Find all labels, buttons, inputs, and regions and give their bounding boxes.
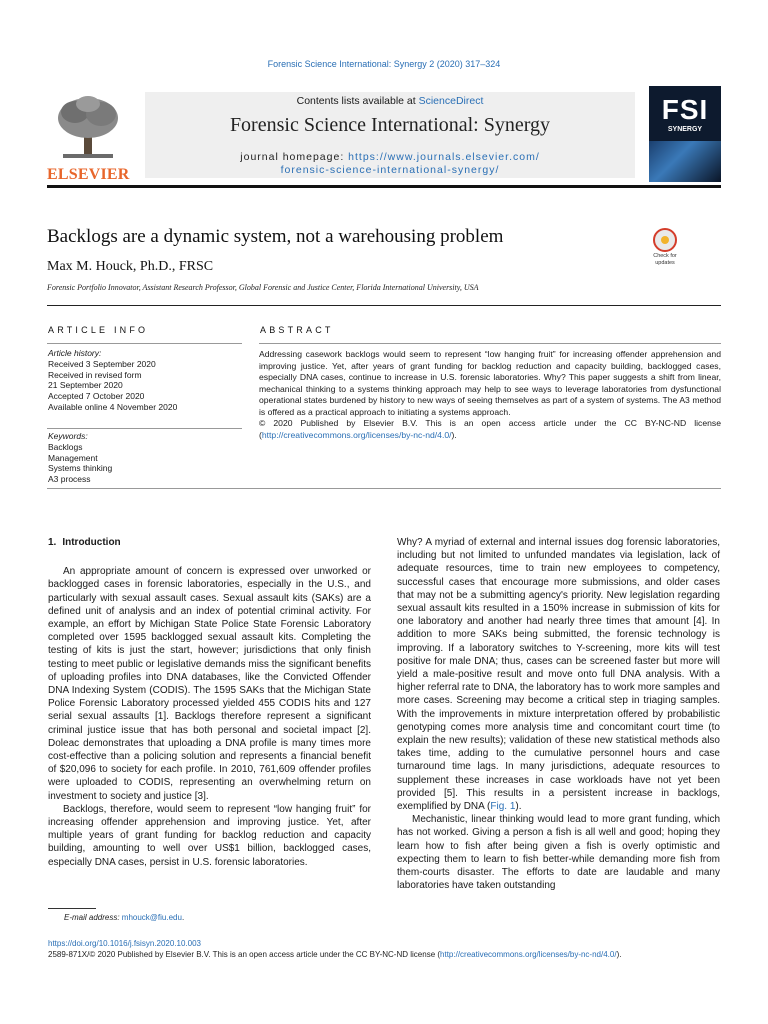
article-history [48,348,242,413]
article-authors: Max M. Houck, Ph.D., FRSC [47,259,214,274]
copyright-end: ). [451,429,457,440]
body-column-left [48,536,371,869]
author-email-footnote [64,913,184,922]
keywords-label: Keywords: [48,431,88,441]
paragraph-text: Why? A myriad of external and internal issues dog forensic laboratories, including but not limited to unfunded mandates via legislation, lack of adequate resources, time to train new employees to competency, successful cases that encourage more submissions, and older cases that may not be a submitting agency's priority. New legislation regarding sexual assault kits resulted in a 150% increase in submission of kits for one laboratory and another had nearly three times that amount [4]. In addition to more SAKs being submitted, the forensic technology is improving. If a laboratory switches to Y-screening, more kits will test positive for male DNA; thus, cases can be screened faster but more will yield a male-positive result and move onto full DNA analysis. With a higher referral rate to DNA, the laboratory has to work more samples and more cases. Screening may become a critical step in triaging samples. With the improvements in mixture interpretation offered by probabilistic genotyping comes more analysis time and concomitant court time (to explain the new results); validation of these new statistical methods also takes time, adding to the cumulative personnel hours and case turnaround time lags. In many jurisdictions, adequate resources to supplement these increases in case workloads have not yet been provided [5]. This results in a persistent increase in backlogs, exemplified by DNA ( [397,537,720,813]
author-affiliation: Forensic Portfolio Innovator, Assistant Research Professor, Global Forensic and Justice Center, Florida International University, USA [47,283,479,292]
history-item: Available online 4 November 2020 [48,401,178,412]
abstract-body [259,349,721,441]
email-label: E-mail address: [64,913,122,922]
section-heading [48,536,371,549]
author-email-link[interactable]: mhouck@fiu.edu [121,913,182,922]
homepage-url-part1[interactable]: https://www.journals.elsevier.com/ [348,151,540,163]
tree-icon [53,92,123,162]
section-number: 1. [48,537,57,548]
abstract-text: Addressing casework backlogs would seem to represent “low hanging fruit” for increasing offender apprehension and improving justice. Yet, after years of grant funding for backlog reduction and capacity building, backlogged cases, especially DNA cases, continue to increase in U.S. forensic laboratories. Why? This paper suggests a shift from linear, mechanical thinking to a systems thinking approach may help to see ways to leverage laboratories from dysfunctional operational states burdened by history to new ways of seeing themselves as part of a system of systems. The A3 method is offered as a practical approach to initiating a systems approach. [259,349,721,417]
issn-line [48,950,621,959]
homepage-url-part2[interactable]: forensic-science-international-synergy/ [280,164,500,176]
keywords-divider [47,428,242,429]
check-updates-icon [653,228,677,252]
abstract-copyright [259,418,721,441]
cover-title: FSI [661,94,709,125]
cover-artwork [649,141,721,182]
journal-homepage [145,151,635,177]
homepage-label: journal homepage: [240,151,349,163]
keyword-item: Backlogs [48,441,83,452]
masthead [47,86,721,184]
history-item: Received in revised form [48,369,142,380]
keyword-item: Systems thinking [48,463,113,474]
issn-text: 2589-871X/© 2020 Published by Elsevier B.V. This is an open access article under the CC BY-NC-ND license ( [48,950,441,959]
abstract-heading: ABSTRACT [260,325,334,335]
figure-1-link[interactable]: Fig. 1 [490,801,516,813]
copyright-text: © 2020 Published by Elsevier B.V. This is an open access article under the CC BY-NC-ND license ( [259,418,721,440]
body-column-right [397,536,720,892]
history-item: Received 3 September 2020 [48,358,156,369]
body-paragraph: An appropriate amount of concern is expressed over unworked or backlogged cases in forensic laboratories, especially in the U.S., and particularly with sexual assault cases. Sexual assault kits (SAKs) are a defined unit of analysis and an index of potential criminal activity. For example, an effort by Michigan State Police State Forensic Laboratory completed over 1595 backlogged sexual assault kits. Completing the testing of kits is just the start, however; jurisdictions that only finish testing to meet public or legislative demands miss the significant benefits of uploading profiles into DNA databases, like the Convicted Offender DNA Indexing System (CODIS). The 1595 SAKs that the Michigan State Police Forensic Laboratory processed yielded 455 CODIS hits and 127 serial sexual assaults [1]. Backlogs therefore represent a significant criminal justice issue that has both personal and societal impact [2]. Doleac demonstrates that uploading a DNA profile is many times more cost-effective than a policing solution and represents a financial benefit of $20,096 to society for each profile. In 2010, 761,609 offender profiles were uploaded to CODIS, representing an overwhelming return on investment to society and justice [3]. [48,566,371,802]
article-info-divider [47,343,242,344]
check-updates-line1: Check for [653,253,677,259]
check-updates-label [647,253,683,266]
history-item: 21 September 2020 [48,380,123,391]
paragraph-text-end: ). [515,801,522,813]
check-for-updates-badge[interactable] [647,228,683,268]
footer-license-link[interactable]: http://creativecommons.org/licenses/by-nc-nd/4.0/ [440,950,617,959]
body-paragraph [397,536,720,813]
masthead-divider [47,185,721,188]
article-title: Backlogs are a dynamic system, not a warehousing problem [47,226,504,247]
license-link[interactable]: http://creativecommons.org/licenses/by-nc-nd/4.0/ [261,429,452,440]
abstract-bottom-divider [47,488,721,489]
elsevier-logo[interactable] [47,92,129,184]
section-title: Introduction [62,537,121,548]
contents-prefix: Contents lists available at [296,95,419,107]
article-info-heading: ARTICLE INFO [48,325,149,335]
history-label: Article history: [48,348,102,358]
keyword-item: Management [48,452,98,463]
publisher-name: ELSEVIER [47,166,130,183]
history-item: Accepted 7 October 2020 [48,391,145,402]
body-paragraph: Backlogs, therefore, would seem to represent “low hanging fruit” for increasing offender apprehension and improving justice. Yet, after multiple years of grant funding for backlog reduction and capacity building, amounting to well over US$1 billion, backlogged cases, especially DNA cases, persist in U.S. forensic laboratories. [48,803,371,868]
email-end: . [181,913,185,922]
body-paragraph: Mechanistic, linear thinking would lead to more grant funding, which has not worked. Giving a person a fish is all well and good; hoping they learn how to fish after being given a fish is overly optimistic and expecting them to learn to fish better-while demanding more fish from them-courts disaster. The efforts to date are laudable and many laboratories have taken outstanding [397,814,720,892]
sciencedirect-link[interactable]: ScienceDirect [418,95,484,107]
doi-link[interactable]: https://doi.org/10.1016/j.fsisyn.2020.10.003 [48,939,201,948]
title-divider [47,305,721,306]
issn-end: ). [616,950,622,959]
cover-subtitle: SYNERGY [667,126,703,133]
check-updates-line2: updates [655,259,675,266]
abstract-divider [259,343,721,344]
journal-name: Forensic Science International: Synergy [229,114,551,136]
journal-citation[interactable]: Forensic Science International: Synergy 2 (2020) 317–324 [267,59,501,69]
keyword-item: A3 process [48,474,91,485]
keywords [48,431,242,485]
journal-cover-image[interactable] [649,86,721,182]
footnote-divider [48,908,96,909]
journal-header-box [145,92,635,178]
contents-line [145,95,635,107]
